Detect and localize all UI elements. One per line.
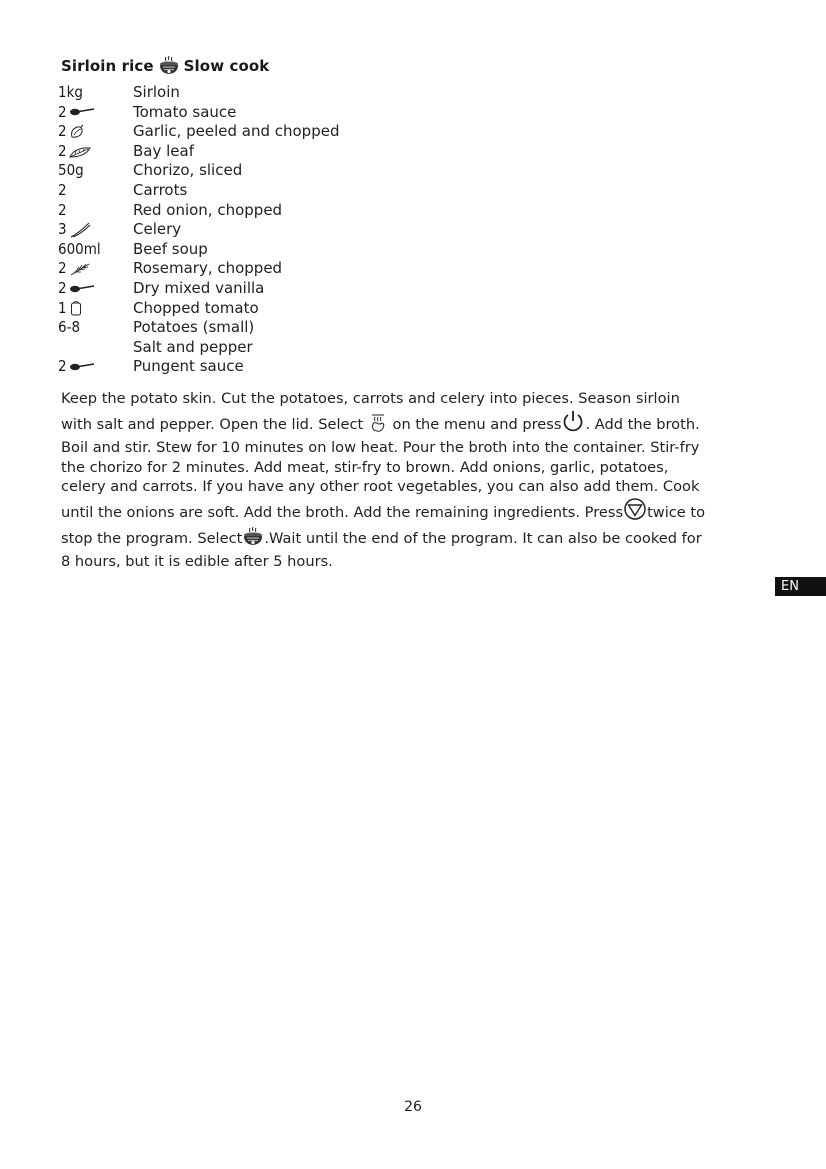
recipe-mode-text: Slow cook bbox=[183, 57, 270, 75]
garlic-clove-icon bbox=[69, 124, 85, 140]
ingredient-qty: 3 bbox=[58, 220, 130, 240]
slow-cook-pot-icon bbox=[242, 527, 264, 553]
bay-leaf-icon bbox=[69, 146, 91, 158]
method-line: the chorizo for 2 minutes. Add meat, stir-fry to brown. Add onions, garlic, potatoes, bbox=[61, 458, 669, 476]
recipe-title bbox=[61, 56, 269, 76]
ingredient-qty: 2 bbox=[58, 142, 130, 162]
tablespoon-icon bbox=[69, 284, 95, 294]
ingredient-name: Garlic, peeled and chopped bbox=[133, 122, 340, 141]
slow-cook-pot-icon bbox=[158, 56, 180, 76]
tablespoon-icon bbox=[69, 362, 95, 372]
method-line: until the onions are soft. Add the broth. Add the remaining ingredients. Press twice to bbox=[61, 497, 781, 527]
ingredient-qty: 2 bbox=[58, 180, 67, 199]
ingredient-name: Carrots bbox=[133, 180, 188, 199]
ingredient-name: Rosemary, chopped bbox=[133, 259, 283, 278]
ingredient-name: Bay leaf bbox=[133, 141, 194, 160]
stop-cancel-icon bbox=[623, 497, 647, 527]
ingredient-qty: 2 bbox=[58, 122, 130, 142]
ingredient-qty: 2 bbox=[58, 279, 130, 299]
method-line: celery and carrots. If you have any other root vegetables, you can also add them. Cook bbox=[61, 478, 700, 496]
ingredient-name: Sirloin bbox=[133, 83, 180, 101]
ingredient-name: Red onion, chopped bbox=[133, 200, 283, 219]
language-tab: EN bbox=[775, 577, 826, 596]
celery-stalk-icon bbox=[69, 222, 91, 238]
ingredient-qty: 2 bbox=[58, 259, 130, 279]
method-line: 8 hours, but it is edible after 5 hours. bbox=[61, 553, 333, 571]
rosemary-sprig-icon bbox=[69, 262, 91, 276]
method-line: with salt and pepper. Open the lid. Select on the menu and press . Add the broth. bbox=[61, 409, 781, 439]
ingredient-name: Pungent sauce bbox=[133, 357, 244, 376]
ingredient-qty: 1 bbox=[58, 299, 130, 319]
tablespoon-icon bbox=[69, 107, 95, 117]
method-line: stop the program. Select .Wait until the end of the program. It can also be cooked for bbox=[61, 527, 781, 553]
recipe-title-text: Sirloin rice bbox=[61, 57, 154, 75]
method-line: Keep the potato skin. Cut the potatoes, carrots and celery into pieces. Season sirloin bbox=[61, 390, 680, 407]
ingredient-name: Celery bbox=[133, 220, 182, 239]
ingredient-qty: 2 bbox=[58, 357, 130, 377]
ingredient-name: Potatoes (small) bbox=[133, 318, 255, 337]
method-line: Boil and stir. Stew for 10 minutes on low heat. Pour the broth into the container. Stir-fry bbox=[61, 439, 700, 457]
power-icon bbox=[561, 409, 585, 439]
ingredient-name: Chorizo, sliced bbox=[133, 161, 243, 180]
ingredient-qty: 2 bbox=[58, 103, 130, 123]
ingredient-qty: 1kg bbox=[58, 83, 83, 101]
method-paragraph bbox=[61, 389, 781, 572]
ingredient-name: Dry mixed vanilla bbox=[133, 278, 265, 297]
saute-icon bbox=[368, 413, 388, 439]
page-number: 26 bbox=[404, 1099, 422, 1115]
ingredient-qty: 50g bbox=[58, 161, 84, 180]
ingredient-name: Beef soup bbox=[133, 239, 208, 258]
ingredient-qty: 6-8 bbox=[58, 318, 81, 337]
tin-can-icon bbox=[69, 300, 83, 316]
ingredient-qty: 600ml bbox=[58, 239, 101, 258]
ingredient-name: Chopped tomato bbox=[133, 298, 259, 317]
ingredient-name: Salt and pepper bbox=[133, 337, 253, 356]
ingredient-qty: 2 bbox=[58, 200, 67, 219]
ingredient-name: Tomato sauce bbox=[133, 102, 237, 121]
